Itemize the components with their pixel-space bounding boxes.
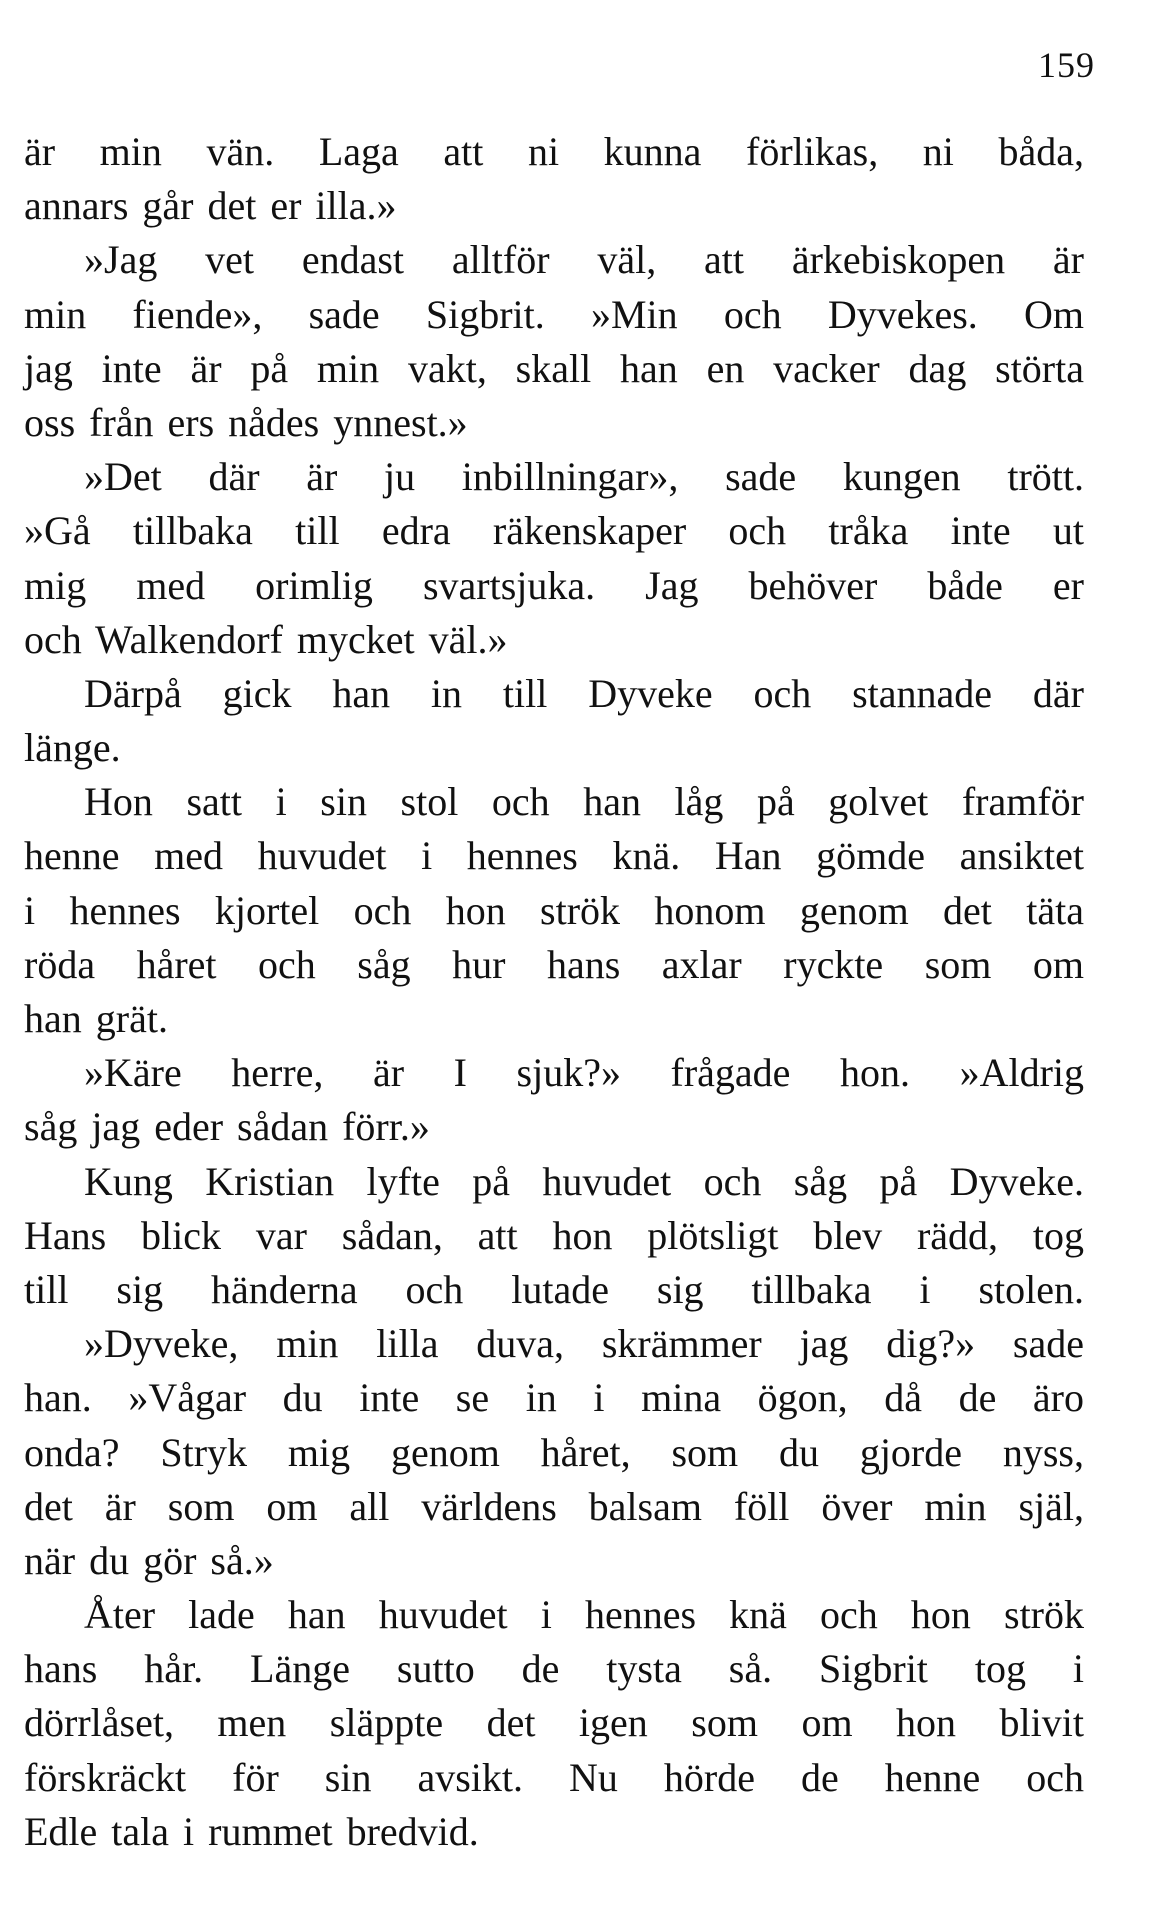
text-line: Hans blick var sådan, att hon plötsligt blev rädd, tog — [24, 1212, 1084, 1258]
text-line: onda? Stryk mig genom håret, som du gjorde nyss, — [24, 1429, 1084, 1475]
text-line: i hennes kjortel och hon strök honom genom det täta — [24, 887, 1084, 933]
text-line: han. »Vågar du inte se in i mina ögon, då de äro — [24, 1375, 1084, 1421]
text-line: Kung Kristian lyfte på huvudet och såg på Dyveke. — [84, 1158, 1084, 1204]
text-line: till sig händerna och lutade sig tillbaka i stolen. — [24, 1266, 1084, 1312]
text-line: annars går det er illa.» — [24, 183, 397, 229]
text-line: oss från ers nådes ynnest.» — [24, 399, 468, 445]
page-number: 159 — [1038, 45, 1095, 85]
text-line: »Det där är ju inbillningar», sade kungen trött. — [84, 454, 1084, 500]
text-line: »Jag vet endast alltför väl, att ärkebiskopen är — [84, 237, 1084, 283]
text-line: Hon satt i sin stol och han låg på golvet framför — [84, 779, 1084, 825]
text-line: Därpå gick han in till Dyveke och stannade där — [84, 670, 1084, 716]
text-line: dörrlåset, men släppte det igen som om hon blivit — [24, 1700, 1084, 1746]
body-text — [24, 125, 1084, 1859]
text-line: min fiende», sade Sigbrit. »Min och Dyvekes. Om — [24, 291, 1084, 337]
text-line: han grät. — [24, 996, 168, 1041]
text-line: »Gå tillbaka till edra räkenskaper och tråka inte ut — [24, 508, 1084, 554]
text-line: förskräckt för sin avsikt. Nu hörde de henne och — [24, 1754, 1084, 1800]
text-line: såg jag eder sådan förr.» — [24, 1104, 430, 1150]
text-line: är min vän. Laga att ni kunna förlikas, ni båda, — [24, 129, 1084, 174]
text-line: Edle tala i rummet bredvid. — [24, 1808, 479, 1854]
text-line: henne med huvudet i hennes knä. Han gömde ansiktet — [24, 833, 1084, 879]
text-line: röda håret och såg hur hans axlar ryckte som om — [24, 941, 1084, 987]
text-line: Åter lade han huvudet i hennes knä och hon strök — [84, 1592, 1084, 1638]
text-line: »Dyveke, min lilla duva, skrämmer jag dig?» sade — [84, 1321, 1084, 1367]
text-line: hans hår. Länge sutto de tysta så. Sigbrit tog i — [24, 1646, 1084, 1692]
text-line: det är som om all världens balsam föll över min själ, — [24, 1483, 1084, 1529]
text-line: länge. — [24, 725, 121, 771]
text-line: och Walkendorf mycket väl.» — [24, 616, 508, 662]
text-line: mig med orimlig svartsjuka. Jag behöver både er — [24, 562, 1084, 608]
text-line: »Käre herre, är I sjuk?» frågade hon. »Aldrig — [84, 1050, 1084, 1096]
text-line: jag inte är på min vakt, skall han en vacker dag störta — [24, 345, 1084, 391]
text-line: när du gör så.» — [24, 1537, 274, 1583]
